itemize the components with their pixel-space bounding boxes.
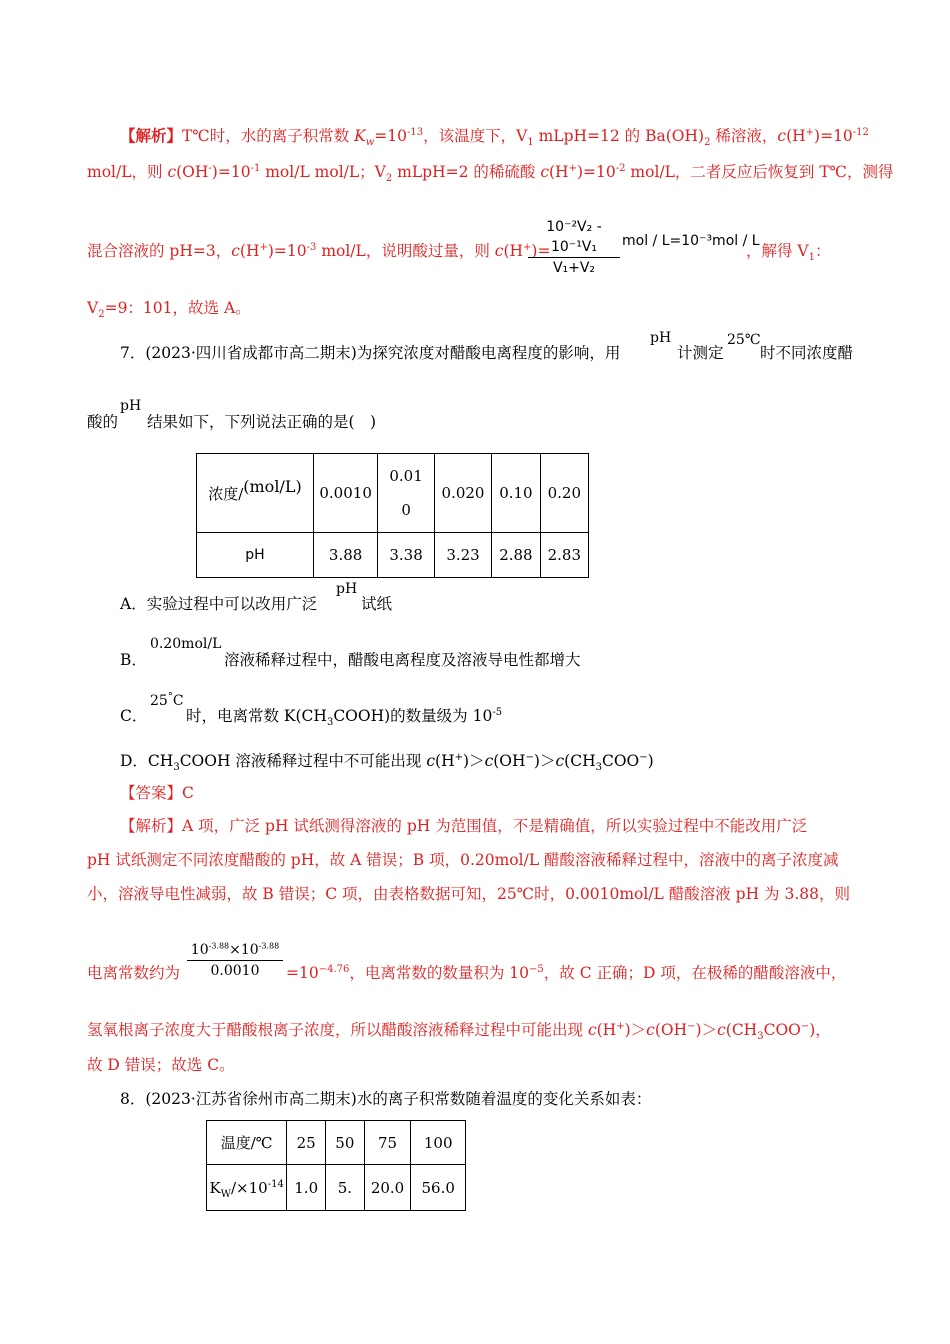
q7-table-row2-label: pH [197, 533, 314, 578]
fraction-numerator: 10⁻²V₂ - 10⁻¹V₁ [546, 219, 602, 255]
q7-analysis-line1: 【解析】A 项，广泛 pH 试纸测得溶液的 pH 为范围值，不是精确值，所以实验过程中不能改用广泛 [120, 817, 808, 835]
q8-table [206, 1120, 466, 1211]
q7-option-b-b: 溶液稀释过程中，醋酸电离程度及溶液导电性都增大 [224, 651, 581, 669]
q7-conc-2: 0.020 [434, 454, 491, 533]
q7-line1: 7．(2023·四川省成都市高二期末)为探究浓度对醋酸电离程度的影响，用 [120, 344, 621, 362]
q8-temp-1: 50 [326, 1121, 365, 1165]
q7-conc-1: 0.01 0 [378, 454, 434, 533]
q7-line1-b: 计测定 [677, 344, 724, 362]
q7-ph-3: 2.88 [492, 533, 540, 578]
q7-ph-0: 3.88 [313, 533, 377, 578]
q7-option-b: B． [120, 651, 147, 669]
q7-line2-b: 结果如下，下列说法正确的是( ) [147, 413, 377, 431]
analysis1-line3-end: ，解得 $V_1$： [746, 242, 831, 264]
q8-kw-0: 1.0 [287, 1165, 326, 1211]
q7-temp-raised: 25℃ [727, 332, 761, 348]
q7-analysis-line2: pH 试纸测定不同浓度醋酸的 pH，故 A 错误；B 项，0.20mol/L 醋酸溶液稀释过程中，溶液中的离子浓度减 [87, 851, 839, 869]
q8-row1-label: 温度/℃ [207, 1121, 287, 1165]
q7-analysis-line5: 氢氧根离子浓度大于醋酸根离子浓度，所以醋酸溶液稀释过程中可能出现 $c(H^+)>c(OH^-)>c(CH_3COO^-)$， [87, 1020, 831, 1043]
q7-option-a-b: 试纸 [361, 595, 393, 613]
q8-kw-1: 5. [326, 1165, 365, 1211]
q7-option-a-ph: pH [336, 581, 358, 597]
q7-ph-1: 3.38 [378, 533, 434, 578]
q7-option-a: A．实验过程中可以改用广泛 [120, 595, 318, 613]
q7-fraction-denominator: 0.0010 [210, 963, 260, 979]
q7-option-c: C． [120, 707, 148, 725]
analysis1-fraction [528, 217, 620, 278]
analysis1-line3: 混合溶液的 pH=3，$c(H^+)=10^{-3}$ mol/L，说明酸过量，则 c(H+)= [87, 241, 551, 260]
q7-analysis-fraction [187, 940, 283, 981]
q8-kw-2: 20.0 [364, 1165, 411, 1211]
q7-conc-0: 0.0010 [313, 454, 377, 533]
q8-row2-label: $K_W/\times 10^{-14}$ [207, 1165, 287, 1211]
q7-analysis-line4-b: $=10^{-4.76}$，电离常数的数量积为 $10^{-5}$，故 C 正确；D 项，在极稀的醋酸溶液中， [286, 963, 847, 982]
q8-temp-0: 25 [287, 1121, 326, 1165]
q7-ph-raised2: pH [120, 398, 142, 414]
fraction-denominator: V₁+V₂ [552, 260, 596, 276]
q8-temp-2: 75 [364, 1121, 411, 1165]
analysis1-line2: mol/L，则 $c(OH^-)=10^{-1}$ mol/L mol/L；$V_2$ mLpH=2 的稀硫酸 $c(H^+)=10^{-2}$ mol/L，二者反应后恢复到 T℃，测得 [87, 162, 894, 185]
q7-ph-raised: pH [650, 330, 672, 346]
analysis1-fraction-unit: mol / L=10⁻³mol / L [622, 233, 760, 249]
q7-ph-2: 3.23 [434, 533, 491, 578]
q7-conc-3: 0.10 [492, 454, 540, 533]
q7-answer: 【答案】C [120, 784, 194, 802]
q7-conc-4: 0.20 [540, 454, 588, 533]
q7-option-d: D．$CH_3COOH$ 溶液稀释过程中不可能出现 $c(H^+)>c(OH^-)>c(CH_3COO^-)$ [120, 751, 654, 774]
q7-analysis-line3: 小，溶液导电性减弱，故 B 错误；C 项，由表格数据可知，25℃时，0.0010mol/L 醋酸溶液 pH 为 3.88，则 [87, 885, 850, 903]
q7-option-c-b: 时，电离常数 $K(CH_3COOH)$的数量级为 $10^{-5}$ [186, 706, 503, 729]
q7-line1-c: 时不同浓度醋 [760, 344, 854, 362]
q8-title: 8．(2023·江苏省徐州市高二期末)水的离子积常数随着温度的变化关系如表： [120, 1090, 652, 1108]
q7-ph-4: 2.83 [540, 533, 588, 578]
analysis1-line1: 【解析】T℃时，水的离子积常数 $K_w=10^{-13}$，该温度下，$V_1$ mLpH=12 的 $Ba(OH)_2$ 稀溶液，$c(H^+)=10^{-12}$ [120, 126, 869, 149]
q8-temp-3: 100 [411, 1121, 466, 1165]
q7-analysis-line4-a: 电离常数约为 [87, 964, 181, 982]
analysis1-line4: $V_2=9$：101，故选 A。 [87, 299, 251, 321]
q7-table-header-label: 浓度/(mol/L) [197, 454, 314, 533]
q7-line2-a: 酸的 [87, 413, 119, 431]
q7-option-c-temp: 25°C [150, 691, 184, 709]
q7-analysis-line6: 故 D 错误；故选 C。 [87, 1056, 235, 1074]
q7-fraction-numerator: $10^{-3.88}\times 10^{-3.88}$ [190, 941, 280, 958]
q7-option-b-conc: 0.20mol/L [150, 636, 222, 652]
q7-table [196, 453, 589, 578]
q8-kw-3: 56.0 [411, 1165, 466, 1211]
